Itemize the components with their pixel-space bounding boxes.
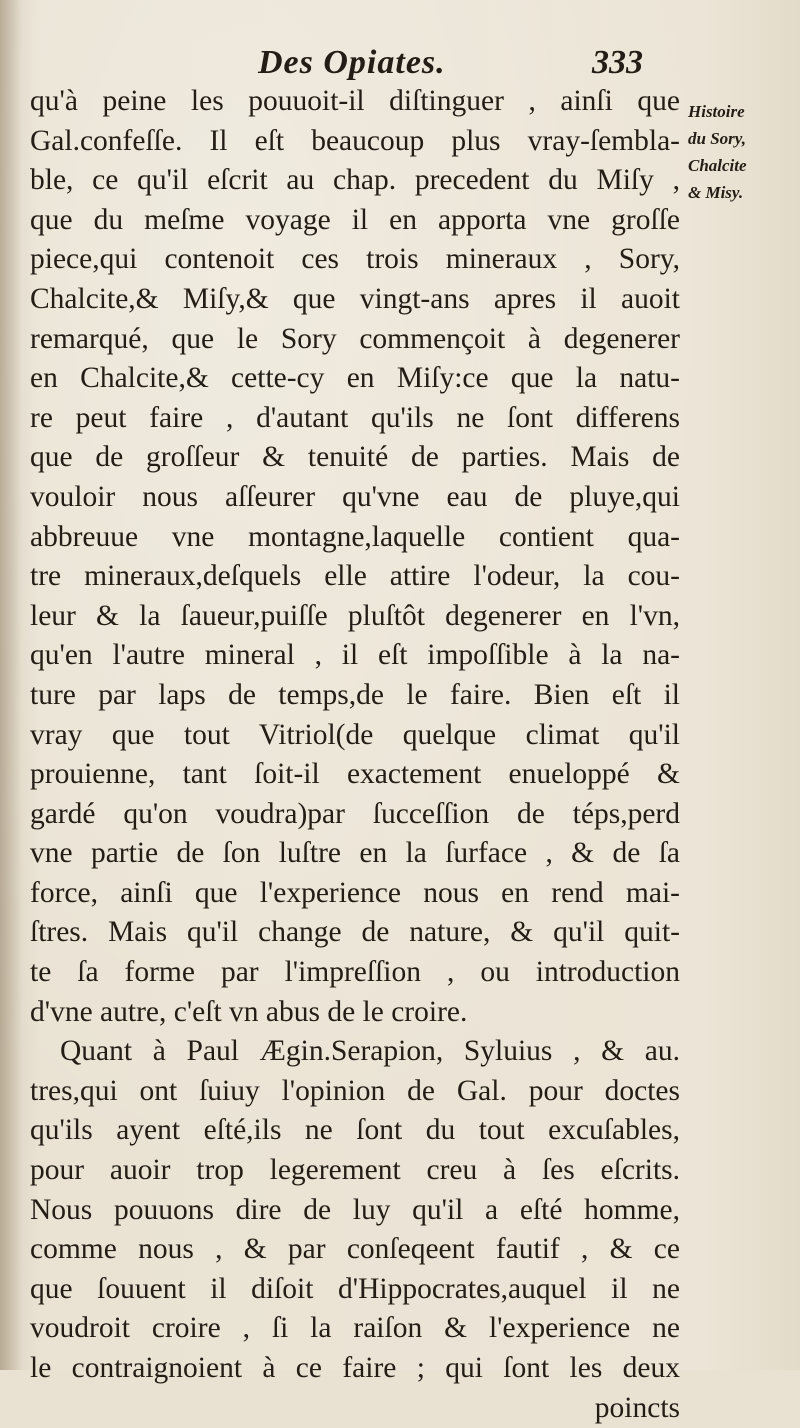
catchword: poincts	[594, 1391, 680, 1424]
text-line: que du meſme voyage il en apporta vne groſſe	[30, 203, 680, 236]
text-line: qu'en l'autre mineral , il eſt impoſſible à la na-	[30, 639, 680, 672]
text-line: d'vne autre, c'eſt vn abus de le croire.	[30, 995, 468, 1028]
text-line: Gal.confeſſe. Il eſt beaucoup plus vray-ſembla-	[30, 124, 680, 157]
text-line: comme nous , & par conſeqeent fautif , & ce	[30, 1233, 680, 1266]
margin-note-line: Histoire	[688, 102, 745, 121]
running-title: Des Opiates.	[258, 44, 446, 81]
text-line: piece,qui contenoit ces trois mineraux , Sory,	[30, 243, 680, 276]
text-line: force, ainſi que l'experience nous en rend mai-	[30, 876, 680, 909]
text-line: vouloir nous aſſeurer qu'vne eau de pluye,qui	[30, 480, 680, 513]
margin-note-line: Chalcite	[688, 156, 747, 175]
text-line: que de groſſeur & tenuité de parties. Mais de	[30, 441, 680, 474]
margin-note-line: & Misy.	[688, 183, 744, 202]
margin-note	[688, 98, 798, 206]
text-line: vne partie de ſon luſtre en la ſurface , & de ſa	[30, 837, 680, 870]
text-line: ture par laps de temps,de le faire. Bien eſt il	[30, 678, 680, 711]
text-line: Quant à Paul Ægin.Serapion, Syluius , & au.	[60, 1035, 680, 1068]
text-line: qu'à peine les pouuoit-il diſtinguer , ainſi que	[30, 85, 680, 117]
text-line: ſtres. Mais qu'il change de nature, & qu'il quit-	[30, 916, 680, 949]
margin-note-line: du Sory,	[688, 129, 746, 148]
text-line: leur & la ſaueur,puiſſe pluſtôt degenerer en l'vn,	[30, 599, 680, 632]
text-line: pour auoir trop legerement creu à ſes eſcrits.	[30, 1154, 680, 1187]
body-text	[30, 82, 680, 1428]
text-line: vray que tout Vitriol(de quelque climat qu'il	[30, 718, 680, 751]
text-line: ble, ce qu'il eſcrit au chap. precedent du Miſy ,	[30, 164, 680, 197]
page-number: 333	[592, 44, 643, 81]
text-line: remarqué, que le Sory commençoit à degenerer	[30, 322, 680, 355]
text-line: Chalcite,& Miſy,& que vingt-ans apres il auoit	[30, 282, 680, 315]
binding-shadow	[0, 0, 22, 1370]
text-line: gardé qu'on voudra)par ſucceſſion de téps,perd	[30, 797, 680, 830]
text-line: te ſa forme par l'impreſſion , ou introduction	[30, 956, 680, 989]
text-line: que ſouuent il diſoit d'Hippocrates,auquel il ne	[30, 1272, 680, 1305]
text-line: prouienne, tant ſoit-il exactement enueloppé &	[30, 758, 680, 791]
text-line: en Chalcite,& cette-cy en Miſy:ce que la natu-	[30, 362, 680, 395]
text-line: voudroit croire , ſi la raiſon & l'experience ne	[30, 1312, 680, 1345]
text-line: re peut faire , d'autant qu'ils ne ſont differens	[30, 401, 680, 434]
page-header	[0, 44, 800, 84]
text-line: Nous pouuons dire de luy qu'il a eſté homme,	[30, 1193, 680, 1226]
text-line: abbreuue vne montagne,laquelle contient qua-	[30, 520, 680, 553]
text-line: qu'ils ayent eſté,ils ne ſont du tout excuſables,	[30, 1114, 680, 1147]
text-line: le contraignoient à ce faire ; qui ſont les deux	[30, 1352, 680, 1384]
text-line: tre mineraux,deſquels elle attire l'odeur, la cou-	[30, 560, 680, 593]
text-line: tres,qui ont ſuiuy l'opinion de Gal. pour doctes	[30, 1074, 680, 1107]
